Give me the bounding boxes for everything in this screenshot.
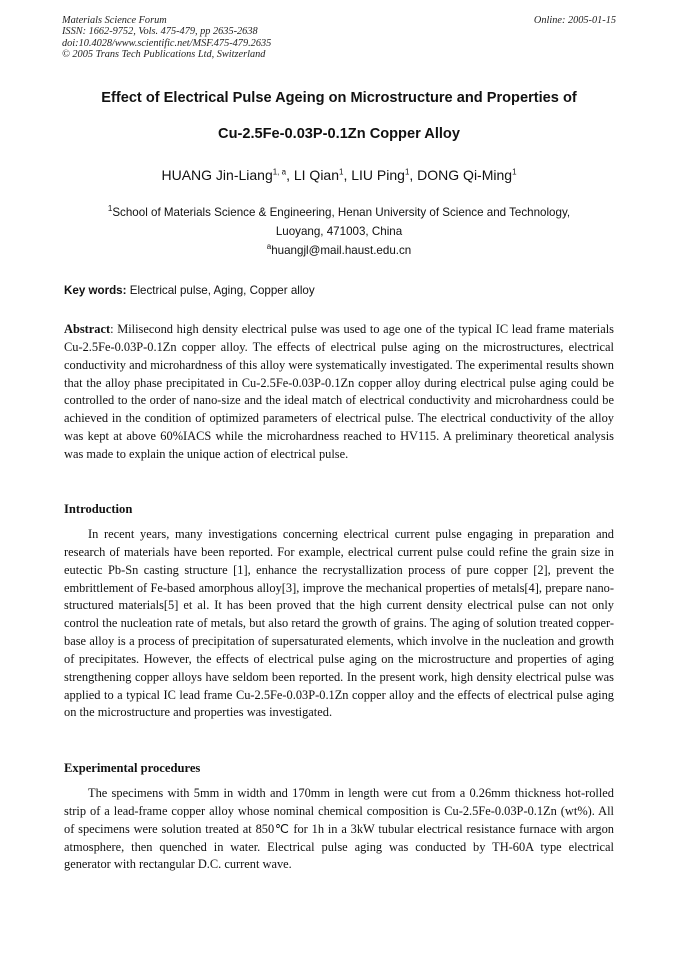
email-address: huangjl@mail.haust.edu.cn bbox=[271, 244, 412, 257]
paper-title-line-1: Effect of Electrical Pulse Ageing on Microstructure and Properties of bbox=[101, 90, 577, 106]
author-superscript: 1 bbox=[512, 167, 517, 177]
author-separator: , bbox=[409, 167, 418, 183]
author-separator: , bbox=[343, 167, 352, 183]
affiliation-line-1: School of Materials Science & Engineering, Henan University of Science and Technology, bbox=[112, 206, 571, 219]
keywords-label: Key words: bbox=[64, 284, 127, 297]
abstract-text: : Milisecond high density electrical pulse was used to age one of the typical IC lead frame materials Cu-2.5Fe-0.03P-0.1Zn copper alloy. The effects of electrical pulse aging on the microstructures, electrical conductivity and microhardness of this alloy were systematically investigated. The experimental results shown that the alloy phase precipitated in Cu-2.5Fe-0.03P-0.1Zn copper alloy during electrical pulse aging could be controlled to the order of nano-size and the ideal match of electrical conductivity and microhardness could be achieved in the condition of optimized parameters of electrical pulse. The electrical conductivity of the alloy was kept at above 60%IACS while the microhardness reached to HV115. A preliminary theoretical analysis was made to explain the unique action of electrical pulse. bbox=[64, 322, 614, 461]
journal-header bbox=[62, 15, 616, 61]
affiliation-superscript: 1 bbox=[107, 204, 113, 214]
journal-name: Materials Science Forum bbox=[62, 15, 167, 26]
author-list bbox=[40, 167, 638, 183]
author-superscript: 1 bbox=[404, 167, 410, 177]
author-name: DONG Qi-Ming bbox=[417, 167, 513, 183]
issn-line: ISSN: 1662-9752, Vols. 475-479, pp 2635-2638 bbox=[62, 26, 258, 38]
affiliation-line-2: Luoyang, 471003, China bbox=[275, 225, 403, 238]
author-name: HUANG Jin-Liang bbox=[161, 167, 273, 183]
online-date: Online: 2005-01-15 bbox=[533, 15, 616, 26]
paper-title-line-2: Cu-2.5Fe-0.03P-0.1Zn Copper Alloy bbox=[218, 126, 460, 142]
author-name: LI Qian bbox=[293, 167, 339, 183]
author-email bbox=[40, 244, 638, 257]
abstract-label: Abstract bbox=[64, 322, 111, 336]
abstract bbox=[64, 321, 614, 464]
author-superscript: 1, a bbox=[272, 167, 287, 177]
keywords bbox=[64, 284, 614, 297]
author-separator: , bbox=[286, 167, 294, 183]
email-superscript: a bbox=[266, 242, 272, 252]
affiliation bbox=[70, 203, 608, 241]
author-name: LIU Ping bbox=[351, 167, 405, 183]
experimental-heading: Experimental procedures bbox=[64, 761, 201, 775]
keywords-text: Electrical pulse, Aging, Copper alloy bbox=[126, 284, 315, 297]
author-superscript: 1 bbox=[339, 167, 344, 177]
introduction-heading: Introduction bbox=[64, 502, 133, 516]
introduction-text: In recent years, many investigations concerning electrical current pulse engaging in preparation and research of materials have been reported. For example, electrical current pulse could refine the grain size in eutectic Pb-Sn casting structure [1], enhance the recrystallization process of pure copper [2], prevent the embrittlement of Fe-based amorphous alloy[3], improve the mechanical properties of metals[4], prepare nano-structured materials[5] et al. It has been proved that the high current density electrical pulse can not only control the nucleation rate of metals, but also retard the growth of grains. The aging of solution treated copper-base alloy is a process of precipitation of supersaturated elements, which involve in the nucleation and growth of precipitates. However, the effects of electrical pulse aging on the microstructure and properties of aging strengthening copper alloys have seldom been reported. In the present work, high density electrical pulse was applied to a typical IC lead frame Cu-2.5Fe-0.03P-0.1Zn copper alloy and the effects of electrical pulse aging on the microstructure and properties was investigated. bbox=[64, 527, 614, 720]
doi-line: doi:10.4028/www.scientific.net/MSF.475-479.2635 bbox=[62, 37, 272, 49]
experimental-text: The specimens with 5mm in width and 170mm in length were cut from a 0.26mm thickness hot-rolled strip of a lead-frame copper alloy whose nominal chemical composition is Cu-2.5Fe-0.03P-0.1Zn (wt%). All of specimens were solution treated at 850℃ for 1h in a 3kW tubular electrical resistance furnace with argon atmosphere, then quenched in water. Electrical pulse aging was conducted by TH-60A type electrical generator with rectangular D.C. current wave. bbox=[64, 786, 614, 872]
copyright-line: © 2005 Trans Tech Publications Ltd, Switzerland bbox=[62, 49, 266, 61]
